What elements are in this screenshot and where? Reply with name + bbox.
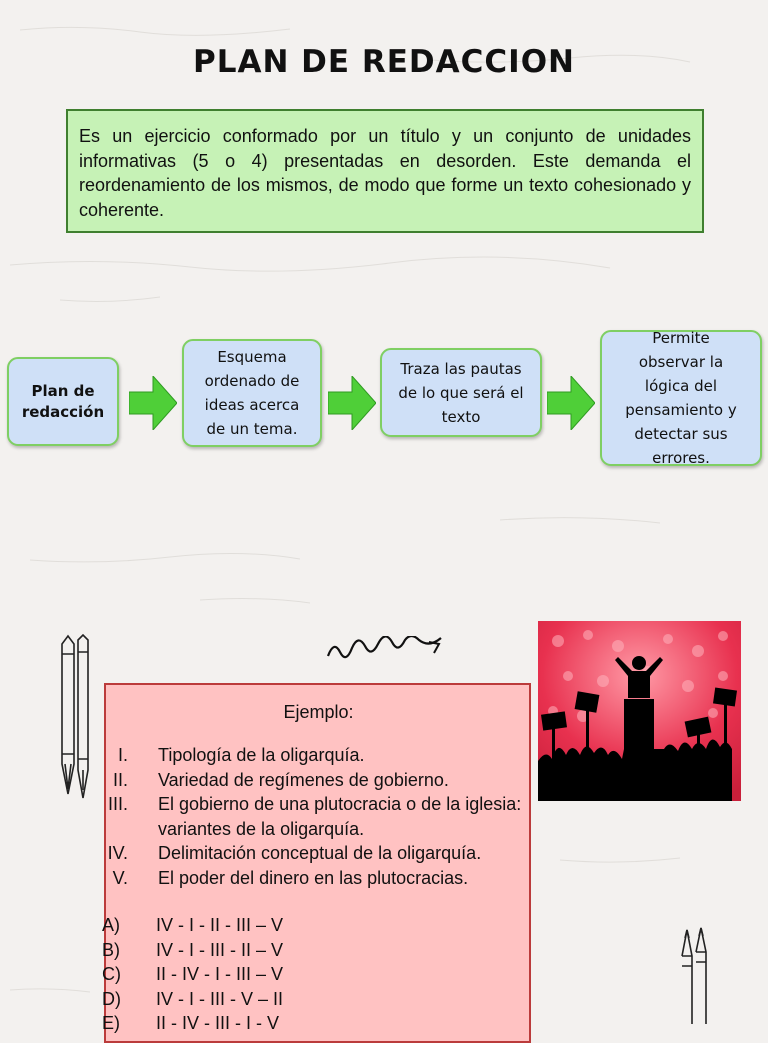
option-text: II - IV - III - I - V	[156, 1013, 280, 1033]
flow-step-plan	[7, 357, 119, 446]
definition-box	[66, 109, 704, 233]
list-item-text: El poder del dinero en las plutocracias.	[158, 867, 469, 888]
flow-step-plan-label: Plan de redacción	[21, 381, 105, 421]
list-item	[100, 743, 528, 768]
answer-option	[102, 987, 283, 1012]
page-title: PLAN DE REDACCION	[192, 44, 575, 80]
option-text: IV - I - III - II – V	[156, 939, 284, 960]
pencils-icon	[674, 926, 714, 1024]
example-title: Ejemplo:	[283, 702, 354, 722]
crowd-speaker-image	[538, 621, 741, 801]
flow-step-traza	[380, 348, 542, 437]
list-item-number: IV.	[107, 843, 128, 863]
list-item	[100, 768, 528, 793]
answer-option	[102, 938, 283, 963]
example-item-list	[100, 743, 528, 890]
list-item-text: Variedad de regímenes de gobierno.	[158, 769, 449, 790]
flow-step-permite-label: Permite observar la lógica del pensamiento y detectar sus errores.	[625, 329, 737, 467]
flow-step-esquema-label: Esquema ordenado de ideas acerca de un tema.	[204, 348, 300, 438]
flow-arrow-icon	[328, 376, 376, 430]
answer-options	[102, 913, 283, 1036]
list-item-number: III.	[107, 794, 128, 814]
option-letter: C)	[102, 964, 121, 984]
flow-step-permite	[600, 330, 762, 466]
list-item-number: V.	[112, 867, 128, 888]
list-item-text: Tipología de la oligarquía.	[158, 745, 365, 765]
answer-option	[102, 962, 283, 987]
squiggle-arrow-icon	[326, 636, 442, 664]
list-item	[100, 866, 528, 891]
list-item	[100, 792, 528, 841]
list-item-text: El gobierno de una plutocracia o de la iglesia: variantes de la oligarquía.	[158, 794, 522, 839]
option-text: II - IV - I - III – V	[156, 964, 284, 984]
option-text: IV - I - II - III – V	[156, 915, 284, 935]
list-item-text: Delimitación conceptual de la oligarquía.	[158, 843, 482, 863]
list-item-number: II.	[112, 769, 128, 790]
example-box	[104, 683, 531, 1043]
answer-option	[102, 913, 283, 938]
flow-arrow-icon	[129, 376, 177, 430]
option-letter: B)	[102, 939, 120, 960]
flow-step-esquema	[182, 339, 322, 447]
definition-text: Es un ejercicio conformado por un título y un conjunto de unidades informativas (5 o 4) presentadas en desorden. Este demanda el reordenamiento de los mismos, de modo que forme un texto cohesionado y coherente.	[79, 126, 691, 220]
flow-step-traza-label: Traza las pautas de lo que será el texto	[398, 359, 524, 426]
list-item	[100, 841, 528, 866]
option-letter: A)	[102, 915, 120, 935]
flow-arrow-icon	[547, 376, 595, 430]
answer-option	[102, 1011, 283, 1036]
list-item-number: I.	[117, 745, 128, 765]
option-text: IV - I - III - V – II	[156, 988, 284, 1009]
option-letter: D)	[102, 988, 121, 1009]
pencils-icon	[56, 634, 96, 804]
option-letter: E)	[102, 1013, 120, 1033]
